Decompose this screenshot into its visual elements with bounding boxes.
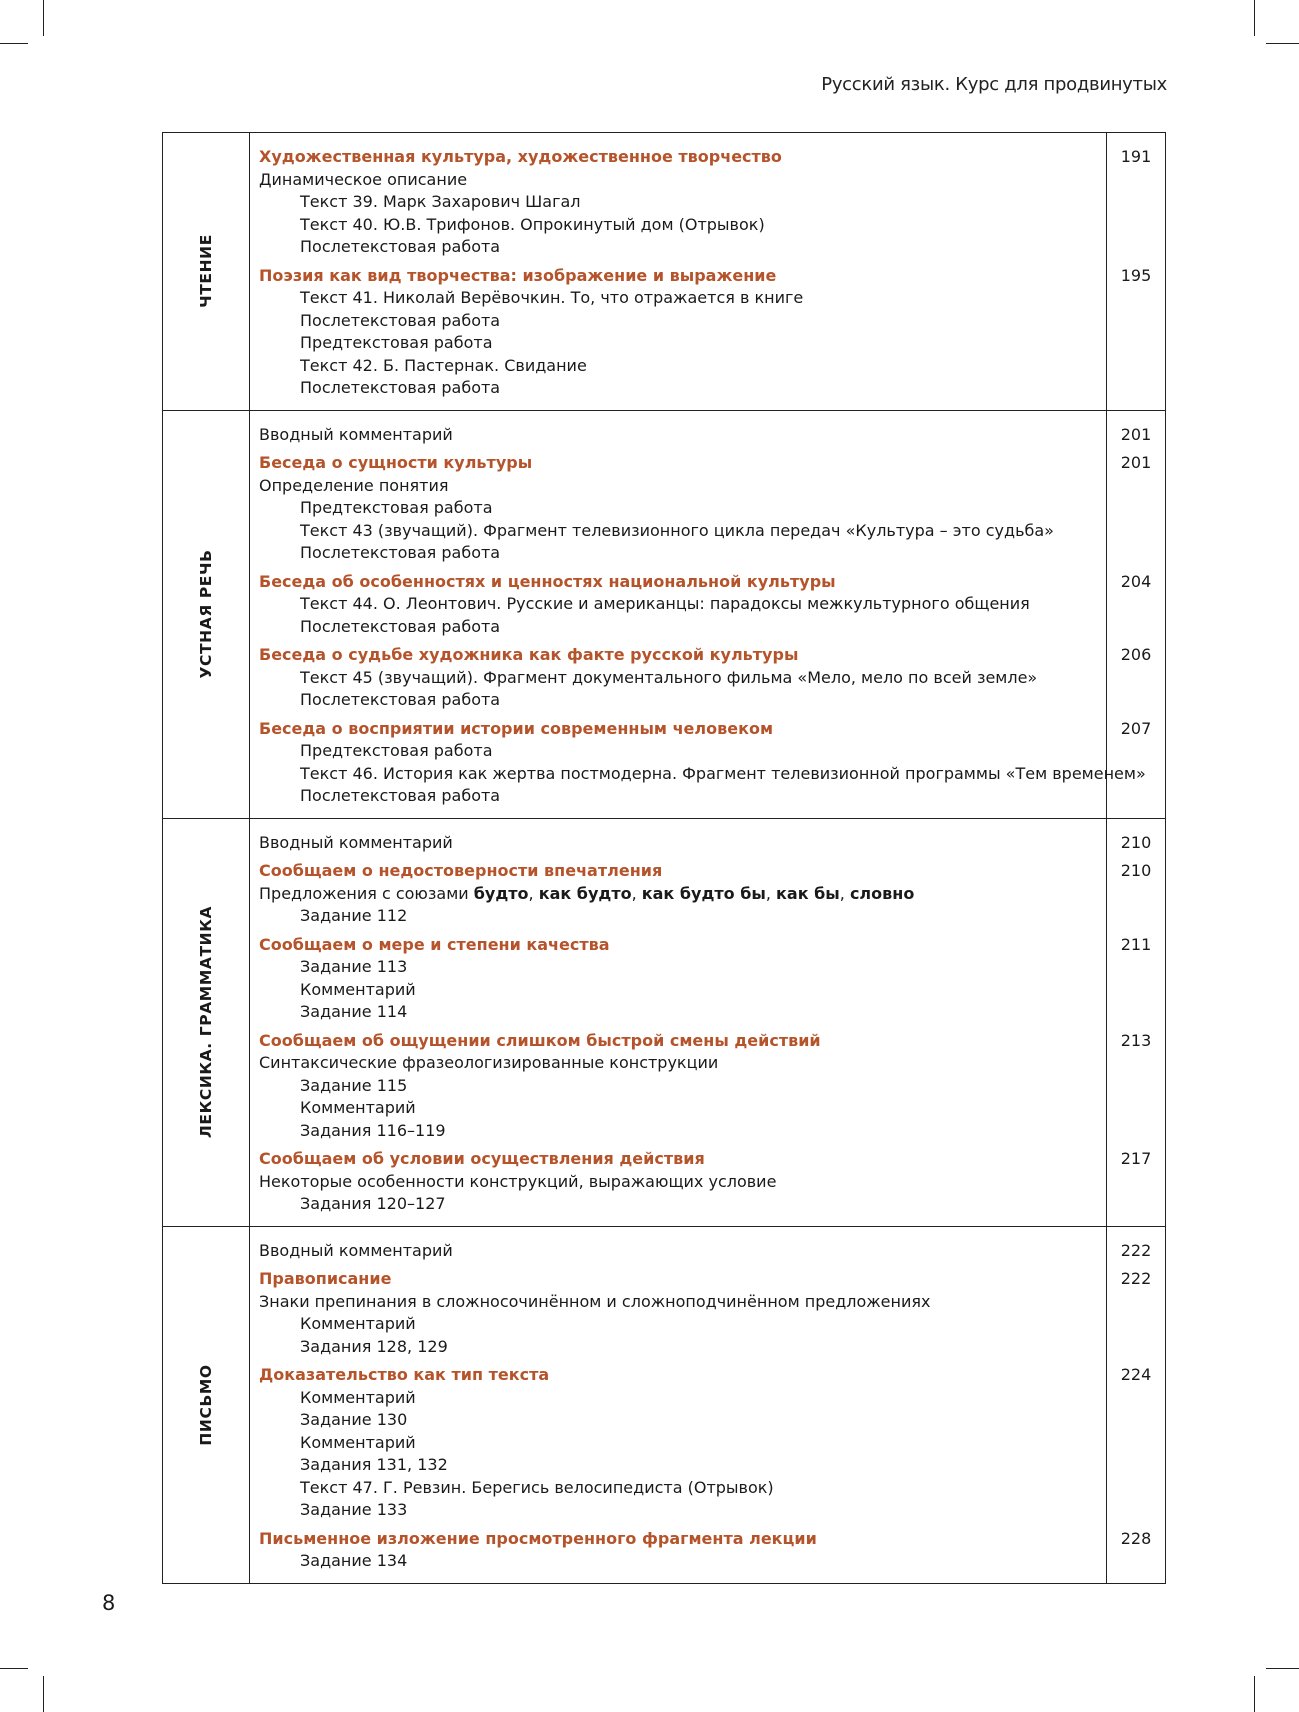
page-ref [1107,1193,1165,1216]
page-number: 8 [102,1591,116,1615]
page-ref [1107,905,1165,928]
toc-entry[interactable]: Синтаксические фразеологизированные конструкции [259,1053,719,1072]
toc-entry[interactable]: Задание 115 [300,1075,408,1095]
toc-entry[interactable]: Послетекстовая работа [300,310,501,330]
toc-heading[interactable]: Беседа об особенностях и ценностях национальной культуры [259,571,836,591]
page-ref[interactable]: 217 [1120,1149,1152,1168]
page-ref[interactable]: 201 [1120,424,1152,444]
section-pages [1107,133,1166,411]
toc-entry[interactable]: Вводный комментарий [259,1240,453,1260]
page-ref[interactable]: 222 [1120,1240,1152,1260]
toc-entry[interactable]: Послетекстовая работа [300,543,501,562]
toc-entry[interactable]: Текст 45 (звучащий). Фрагмент документального фильма «Мело, мело по всей земле» [300,667,1038,687]
crop-mark [43,1676,44,1712]
section-entries [250,133,1107,411]
toc-entry[interactable]: Предтекстовая работа [300,498,493,517]
page-ref[interactable]: 224 [1120,1365,1152,1384]
toc-entry[interactable]: Текст 42. Б. Пастернак. Свидание [300,355,587,375]
toc-entry[interactable]: Текст 41. Николай Верёвочкин. То, что отражается в книге [300,288,804,307]
section-title: ЧТЕНИЕ [197,234,215,309]
page-ref [1107,542,1165,565]
page-ref [1107,616,1165,639]
toc-heading[interactable]: Беседа о судьбе художника как факте русской культуры [259,645,799,664]
page-ref [1107,191,1165,214]
section-pages [1107,1226,1166,1583]
toc-entry[interactable]: Комментарий [300,1387,416,1407]
toc-heading[interactable]: Сообщаем об ощущении слишком быстрой смены действий [259,1030,821,1050]
page-ref [1107,1171,1165,1194]
toc-entry[interactable]: Текст 39. Марк Захарович Шагал [300,192,581,211]
toc-entry[interactable]: Комментарий [300,979,416,999]
page-ref[interactable]: 191 [1120,147,1152,166]
section-entries [250,1226,1107,1583]
page-ref[interactable]: 210 [1120,861,1152,880]
section-title: ЛЕКСИКА. ГРАММАТИКА [197,905,215,1139]
running-head: Русский язык. Курс для продвинутых [821,74,1167,95]
toc-entry[interactable] [259,883,1098,906]
page-ref [1107,1432,1165,1455]
page-ref[interactable]: 201 [1120,453,1152,472]
toc-heading[interactable]: Поэзия как вид творчества: изображение и выражение [259,265,777,285]
toc-entry[interactable]: Динамическое описание [259,169,468,189]
page-ref[interactable]: 210 [1120,832,1152,852]
page-ref [1107,497,1165,520]
toc-entry[interactable]: Задания 120–127 [300,1194,446,1213]
toc-entry[interactable]: Задание 113 [300,957,408,976]
entry-text: , [528,883,539,903]
toc-entry[interactable]: Задание 112 [300,906,408,925]
toc-heading[interactable]: Беседа о сущности культуры [259,453,533,472]
page-ref [1107,883,1165,906]
crop-mark [0,1668,28,1669]
section-pages [1107,410,1166,818]
toc-entry[interactable]: Комментарий [300,1314,416,1333]
page-ref [1107,520,1165,543]
entry-text: , [765,883,777,903]
page-ref [1107,689,1165,712]
section-label-cell [163,1226,250,1583]
toc-entry[interactable]: Предтекстовая работа [300,333,493,352]
page-ref [1107,332,1165,355]
page-ref[interactable]: 211 [1120,934,1152,954]
toc-entry[interactable]: Некоторые особенности конструкций, выражающих условие [259,1171,777,1191]
toc-entry[interactable]: Послетекстовая работа [300,616,501,636]
toc-entry[interactable]: Послетекстовая работа [300,378,501,397]
conjunction-term: как будто бы [641,883,766,903]
toc-entry[interactable]: Текст 46. История как жертва постмодерна. Фрагмент телевизионной программы «Тем временем» [300,763,1146,783]
page-ref [1107,1499,1165,1522]
toc-entry[interactable]: Текст 40. Ю.В. Трифонов. Опрокинутый дом (Отрывок) [300,214,765,234]
toc-entry[interactable]: Вводный комментарий [259,424,453,444]
toc-entry[interactable]: Задание 114 [300,1002,408,1021]
toc-entry[interactable]: Вводный комментарий [259,832,453,852]
section-label-cell [163,133,250,411]
page-ref [1107,169,1165,192]
toc-heading[interactable]: Сообщаем о мере и степени качества [259,934,610,954]
page-ref [1107,785,1165,808]
toc-entry[interactable]: Комментарий [300,1432,416,1452]
section-title: ПИСЬМО [197,1363,215,1446]
entry-text: , [839,883,850,903]
toc-entry[interactable]: Задание 134 [300,1551,408,1570]
page-ref [1107,956,1165,979]
page-ref [1107,214,1165,237]
conjunction-term: будто [473,883,529,903]
toc-body [163,133,1166,1584]
page-ref [1107,1336,1165,1359]
toc-entry[interactable]: Задание 130 [300,1410,408,1429]
crop-mark [1266,43,1299,44]
toc-entry[interactable]: Задания 131, 132 [300,1455,448,1474]
toc-heading[interactable]: Доказательство как тип текста [259,1365,550,1384]
table-of-contents [162,132,1166,1584]
page-ref [1107,377,1165,400]
page-ref [1107,1001,1165,1024]
page-ref[interactable]: 195 [1120,265,1152,285]
section-pages [1107,818,1166,1226]
page-ref[interactable]: 206 [1120,645,1152,664]
toc-entry[interactable]: Послетекстовая работа [300,690,501,709]
toc-entry[interactable]: Комментарий [300,1098,416,1117]
toc-heading[interactable]: Беседа о восприятии истории современным человеком [259,718,774,738]
conjunction-term: словно [849,883,915,903]
toc-heading[interactable]: Письменное изложение просмотренного фрагмента лекции [259,1528,817,1548]
toc-entry[interactable]: Текст 47. Г. Ревзин. Берегись велосипедиста (Отрывок) [300,1477,774,1497]
page-ref[interactable]: 204 [1120,571,1152,591]
page-ref [1107,1550,1165,1573]
crop-mark [0,43,28,44]
crop-mark [43,0,44,36]
crop-mark [1254,0,1255,36]
page-ref[interactable]: 228 [1120,1528,1152,1548]
conjunction-term: как бы [776,883,840,903]
page-ref [1107,1454,1165,1477]
entry-text: Предложения с союзами [259,883,474,903]
toc-entry[interactable]: Послетекстовая работа [300,786,501,805]
toc-section [163,410,1166,818]
toc-entry[interactable]: Текст 44. О. Леонтович. Русские и американцы: парадоксы межкультурного общения [300,594,1030,613]
toc-heading[interactable]: Сообщаем об условии осуществления действия [259,1149,705,1168]
toc-heading[interactable]: Художественная культура, художественное творчество [259,147,782,166]
entry-text: , [631,883,642,903]
section-label-cell [163,818,250,1226]
page-ref [1107,979,1165,1002]
toc-section [163,1226,1166,1583]
crop-mark [1254,1676,1255,1712]
page-ref [1107,1052,1165,1075]
toc-entry[interactable]: Определение понятия [259,475,449,495]
toc-entry[interactable]: Послетекстовая работа [300,237,501,256]
toc-heading[interactable]: Сообщаем о недостоверности впечатления [259,861,663,880]
page-ref[interactable]: 213 [1120,1030,1152,1050]
page-ref [1107,1387,1165,1410]
toc-entry[interactable]: Предтекстовая работа [300,741,493,760]
section-title: УСТНАЯ РЕЧЬ [197,549,215,679]
page-ref [1107,593,1165,616]
section-label-cell [163,410,250,818]
toc-entry[interactable]: Текст 43 (звучащий). Фрагмент телевизионного цикла передач «Культура – это судьба» [300,520,1054,540]
toc-section [163,133,1166,411]
page-ref[interactable]: 207 [1120,718,1152,738]
page-ref[interactable]: 222 [1120,1269,1152,1288]
page-ref [1107,1120,1165,1143]
toc-entry[interactable]: Знаки препинания в сложносочинённом и сложноподчинённом предложениях [259,1291,931,1311]
toc-heading[interactable]: Правописание [259,1269,392,1288]
page-ref [1107,355,1165,378]
page-ref [1107,1097,1165,1120]
page-ref [1107,1075,1165,1098]
page-ref [1107,287,1165,310]
crop-mark [1266,1668,1299,1669]
page-ref [1107,475,1165,498]
toc-entry[interactable]: Задания 128, 129 [300,1336,448,1356]
page-ref [1107,1291,1165,1314]
page-ref [1107,740,1165,763]
page-ref [1107,1313,1165,1336]
toc-entry[interactable]: Задания 116–119 [300,1120,446,1140]
page-ref [1107,310,1165,333]
conjunction-term: как будто [538,883,632,903]
section-entries [250,818,1107,1226]
page-ref [1107,1477,1165,1500]
page-ref [1107,236,1165,259]
page-ref [1107,667,1165,690]
toc-entry[interactable]: Задание 133 [300,1500,408,1519]
page-ref [1107,1409,1165,1432]
toc-section [163,818,1166,1226]
